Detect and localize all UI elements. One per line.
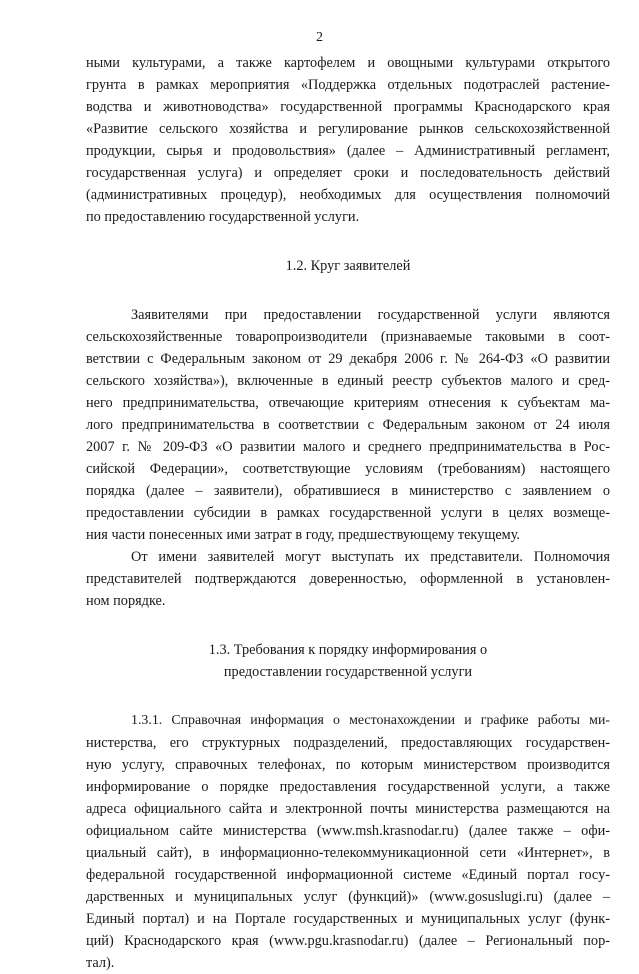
text-line: ветствии с Федеральным законом от 29 декабря 2006 г. № 264-ФЗ «О развитии [86,351,610,367]
text-line: грунта в рамках мероприятия «Поддержка отдельных подотраслей растение- [86,77,610,93]
text-line: представителей подтверждаются доверенностью, оформленной в установлен- [86,571,610,587]
paragraph-applicants [86,304,610,546]
text-line: (административных процедур), необходимых для осуществления полномочий [86,187,610,203]
text-line: водства и животноводства» государственной программы Краснодарского края [86,99,610,115]
text-line: информирование о порядке предоставления государственной услуги, а также [86,779,610,795]
document-body [86,52,610,974]
text-line: по предоставлению государственной услуги. [86,209,360,225]
paragraph-1-3-1 [86,710,610,974]
text-line: сийской Федерации», соответствующие условиям (требованиям) настоящего [86,461,610,477]
text-line: дарственных и муниципальных услуг (функций)» (www.gosuslugi.ru) (далее – [86,889,610,905]
text-line: продукции, сырья и продовольствия» (далее – Административный регламент, [86,143,610,159]
text-line: официальном сайте министерства (www.msh.krasnodar.ru) (далее также – офи- [86,823,610,839]
text-line: нистерства, его структурных подразделений, предоставляющих государствен- [86,735,610,751]
section-heading-1-3 [86,639,610,683]
text-line: ций) Краснодарского края (www.pgu.krasnodar.ru) (далее – Региональный пор- [86,933,610,949]
text-line: 1.3.1. Справочная информация о местонахождении и графике работы ми- [131,713,610,728]
text-line: сельского хозяйства»), включенные в единый реестр субъектов малого и сред- [86,373,610,389]
text-line: сельскохозяйственные товаропроизводители (признаваемые таковыми в соот- [86,329,610,345]
text-line: предоставлении субсидии в рамках государственной услуги в целях возмеще- [86,505,610,521]
paragraph-intro [86,52,610,228]
text-line: От имени заявителей могут выступать их представители. Полномочия [131,549,610,565]
section-heading-1-2: 1.2. Круг заявителей [285,258,411,274]
text-line: Единый портал) и на Портале государственных и муниципальных услуг (функ- [86,911,610,927]
text-line: лого предпринимательства в соответствии с Федеральным законом от 24 июля [86,417,610,433]
text-line: циальный сайт), в информационно-телекоммуникационной сети «Интернет», в [86,845,610,861]
heading-line: 1.3. Требования к порядку информирования о [208,642,488,658]
paragraph-representatives [86,546,610,612]
text-line: Заявителями при предоставлении государственной услуги являются [131,307,610,323]
text-line: ную услугу, справочных телефонах, по которым министерством производится [86,757,610,773]
text-line: ном порядке. [86,593,166,609]
heading-line: предоставлении государственной услуги [223,664,473,680]
text-line: «Развитие сельского хозяйства и регулирование рынков сельскохозяйственной [86,121,610,137]
text-line: порядка (далее – заявители), обратившиеся в министерство с заявлением о [86,483,610,499]
text-line: ными культурами, а также картофелем и овощными культурами открытого [86,55,610,71]
page-number: 2 [316,30,323,45]
text-line: федеральной государственной информационной системе «Единый портал госу- [86,867,610,883]
text-line: 2007 г. № 209-ФЗ «О развитии малого и среднего предпринимательства в Рос- [86,439,610,455]
text-line: ния части понесенных ими затрат в году, предшествующему текущему. [86,527,521,543]
text-line: тал). [86,955,115,971]
text-line: адреса официального сайта и электронной почты министерства размещаются на [86,801,610,817]
text-line: государственная услуга) и определяет сроки и последовательность действий [86,165,610,181]
text-line: него предпринимательства, отвечающие критериям отнесения к субъектам ма- [86,395,610,411]
